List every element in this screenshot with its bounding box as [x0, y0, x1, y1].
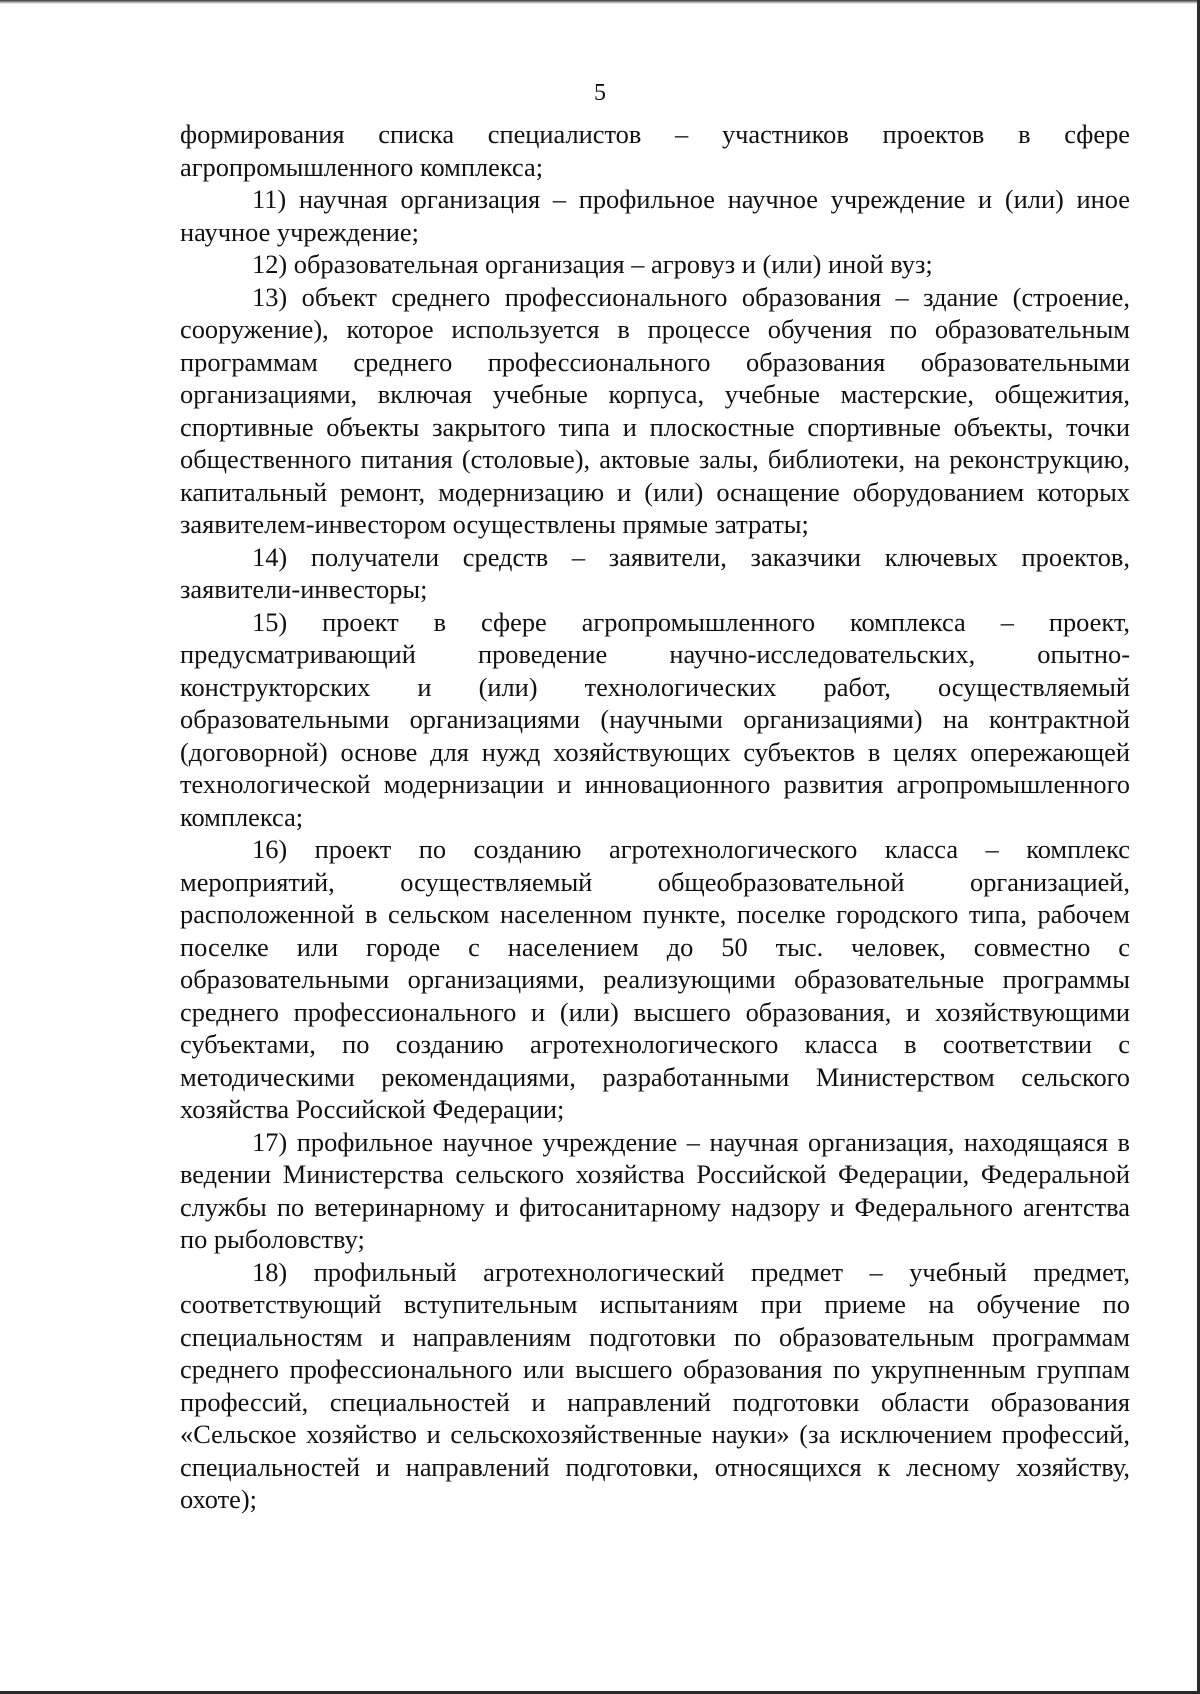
- paragraph-item-18: 18) профильный агротехнологический предмет – учебный предмет, соответствующий вступительным испытаниям при приеме на обучение по специальностям и направлениям подготовки по образовательным программам среднего профессионального или высшего образования по укрупненным группам профессий, специальностей и направлений подготовки области образования «Сельское хозяйство и сельскохозяйственные науки» (за исключением профессий, специальностей и направлений подготовки, относящихся к лесному хозяйству, охоте);: [180, 1256, 1130, 1514]
- scan-edge-top: [0, 0, 1200, 4]
- paragraph-item-11: 11) научная организация – профильное научное учреждение и (или) иное научное учреждение;: [180, 184, 1130, 247]
- document-body: [180, 118, 1130, 1516]
- paragraph-continuation: формирования списка специалистов – участников проектов в сфере агропромышленного комплекса;: [180, 119, 1130, 182]
- paragraph-item-15: 15) проект в сфере агропромышленного комплекса – проект, предусматривающий проведение научно-исследовательских, опытно-конструкторских и (или) технологических работ, осуществляемый образовательными организациями (научными организациями) на контрактной (договорной) основе для нужд хозяйствующих субъектов в целях опережающей технологической модернизации и инновационного развития агропромышленного комплекса;: [180, 606, 1130, 832]
- paragraph-item-16: 16) проект по созданию агротехнологического класса – комплекс мероприятий, осуществляемый общеобразовательной организацией, расположенной в сельском населенном пункте, поселке городского типа, рабочем поселке или городе с населением до 50 тыс. человек, совместно с образовательными организациями, реализующими образовательные программы среднего профессионального и (или) высшего образования, и хозяйствующими субъектами, по созданию агротехнологического класса в соответствии с методическими рекомендациями, разработанными Министерством сельского хозяйства Российской Федерации;: [180, 834, 1130, 1124]
- paragraph-item-12: 12) образовательная организация – агровуз и (или) иной вуз;: [252, 249, 933, 279]
- paragraph-item-17: 17) профильное научное учреждение – научная организация, находящаяся в ведении Министерства сельского хозяйства Российской Федерации, Федеральной службы по ветеринарному и фитосанитарному надзору и Федерального агентства по рыболовству;: [180, 1126, 1130, 1254]
- paragraph-item-13: 13) объект среднего профессионального образования – здание (строение, сооружение), которое используется в процессе обучения по образовательным программам среднего профессионального образования образовательными организациями, включая учебные корпуса, учебные мастерские, общежития, спортивные объекты закрытого типа и плоскостные спортивные объекты, точки общественного питания (столовые), актовые залы, библиотеки, на реконструкцию, капитальный ремонт, модернизацию и (или) оснащение оборудованием которых заявителем-инвестором осуществлены прямые затраты;: [180, 281, 1130, 539]
- page-number: 5: [594, 80, 606, 106]
- paragraph-item-14: 14) получатели средств – заявители, заказчики ключевых проектов, заявители-инвесторы;: [180, 541, 1130, 604]
